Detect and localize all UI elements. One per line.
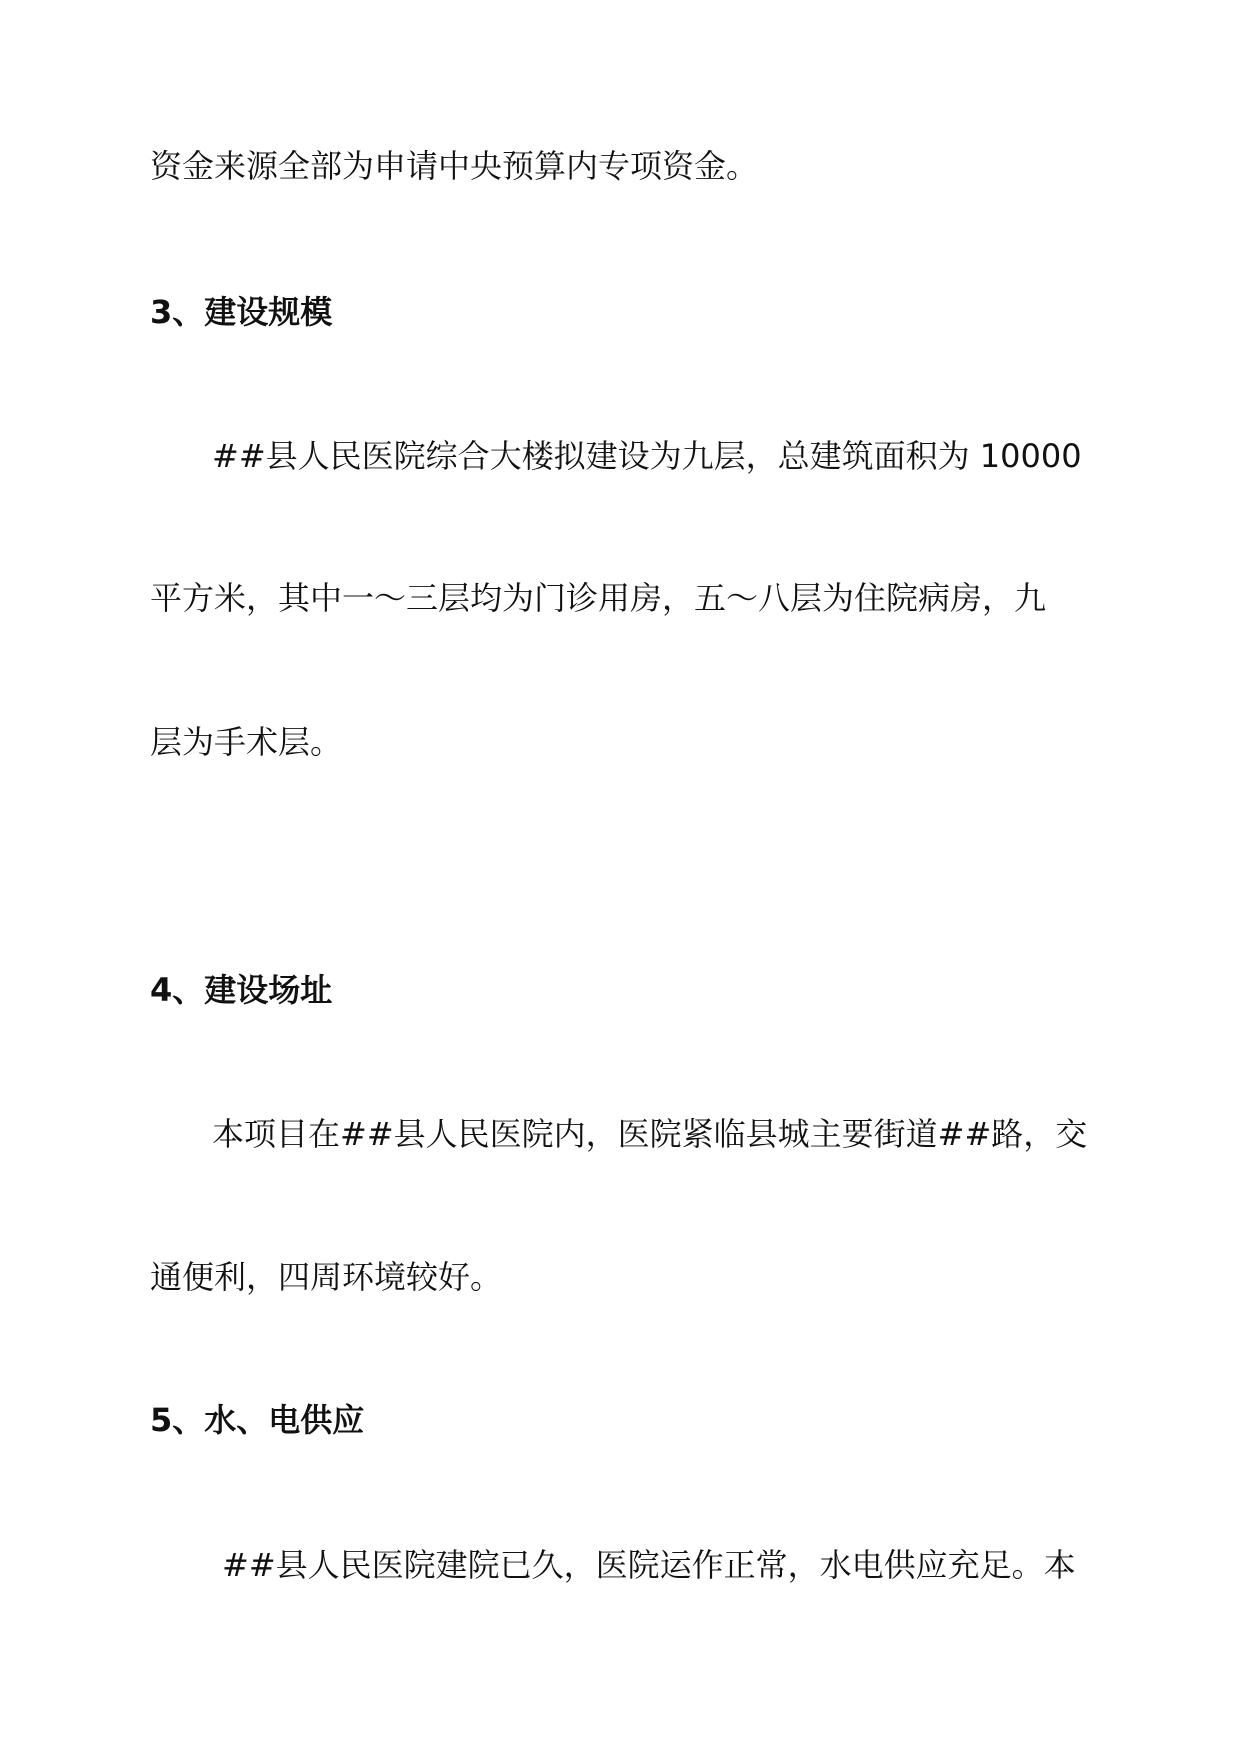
paragraph-line-utilities-1: ##县人民医院建院已久，医院运作正常，水电供应充足。本: [222, 1546, 1076, 1584]
section-heading-utilities: 5、水、电供应: [150, 1401, 365, 1439]
paragraph-line-funding: 资金来源全部为申请中央预算内专项资金。: [150, 147, 759, 185]
paragraph-line-scale-1: ##县人民医院综合大楼拟建设为九层，总建筑面积为 10000: [212, 437, 1082, 475]
paragraph-line-scale-3: 层为手术层。: [150, 723, 343, 761]
section-heading-site: 4、建设场址: [150, 971, 333, 1009]
paragraph-line-scale-2: 平方米，其中一～三层均为门诊用房，五～八层为住院病房，九: [150, 579, 1047, 617]
paragraph-line-site-1: 本项目在##县人民医院内，医院紧临县城主要街道##路，交: [212, 1115, 1088, 1153]
paragraph-line-site-2: 通便利，四周环境较好。: [150, 1258, 503, 1296]
section-heading-scale: 3、建设规模: [150, 293, 333, 331]
